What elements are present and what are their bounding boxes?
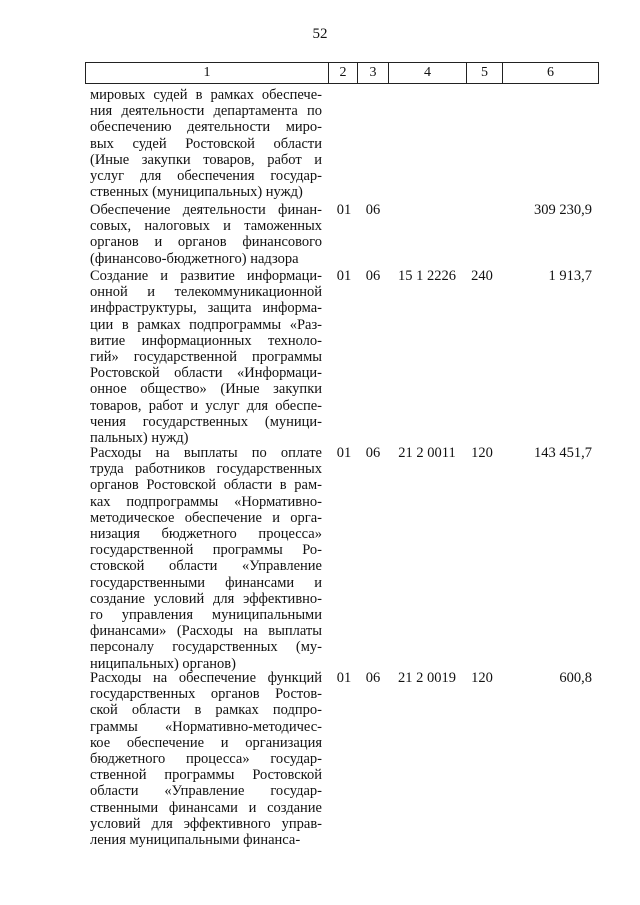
section-code: 01 xyxy=(336,268,352,284)
section-code: 01 xyxy=(336,202,352,218)
row-description xyxy=(90,268,322,446)
description-line: персоналу государственных (му- xyxy=(90,639,322,656)
description-line: инфраструктуры, защита информа- xyxy=(90,300,322,317)
description-line: товаров, работ и услуг для обеспе- xyxy=(90,397,322,414)
amount: 309 230,9 xyxy=(534,202,592,218)
row-description xyxy=(90,670,322,848)
description-line: ции в рамках подпрограммы «Раз- xyxy=(90,316,322,333)
description-line: онное общество» (Иные закупки xyxy=(90,381,322,398)
description-line: (Иные закупки товаров, работ и xyxy=(90,151,322,168)
subsection-code: 06 xyxy=(365,445,381,461)
expense-type-code: 120 xyxy=(471,445,493,461)
amount: 143 451,7 xyxy=(534,445,592,461)
row-description xyxy=(90,202,322,267)
description-line: государственными финансами и xyxy=(90,574,322,591)
description-line: пальных) нужд) xyxy=(90,430,189,447)
description-line: низация бюджетного процесса» xyxy=(90,526,322,543)
description-line: (финансово-бюджетного) надзора xyxy=(90,250,299,267)
description-line: витие информационных техноло- xyxy=(90,332,322,349)
section-code: 01 xyxy=(336,445,352,461)
row-description xyxy=(90,87,322,200)
description-line: Расходы на выплаты по оплате xyxy=(90,445,322,461)
description-line: стовской области «Управление xyxy=(90,558,322,575)
description-line: граммы «Нормативно-методичес- xyxy=(90,718,322,735)
column-header-table xyxy=(85,62,599,84)
column-header-6: 6 xyxy=(503,63,599,84)
description-line: ской области в рамках подпро- xyxy=(90,702,322,719)
description-line: Ростовской области «Информаци- xyxy=(90,365,322,382)
target-article-code: 21 2 0019 xyxy=(398,670,456,686)
description-line: государственной программы Ро- xyxy=(90,542,322,559)
description-line: ния деятельности департамента по xyxy=(90,103,322,120)
section-code: 01 xyxy=(336,670,352,686)
description-line: методическое обеспечение и орга- xyxy=(90,509,322,526)
description-line: вых судей Ростовской области xyxy=(90,135,322,152)
row-description xyxy=(90,445,322,672)
amount: 1 913,7 xyxy=(548,268,592,284)
description-line: труда работников государственных xyxy=(90,461,322,478)
description-line: бюджетного процесса» государ- xyxy=(90,751,322,768)
description-line: ления муниципальными финанса- xyxy=(90,832,301,849)
description-line: мировых судей в рамках обеспече- xyxy=(90,87,322,103)
target-article-code: 21 2 0011 xyxy=(398,445,456,461)
column-header-1: 1 xyxy=(86,63,329,84)
description-line: ственной программы Ростовской xyxy=(90,767,322,784)
description-line: обеспечению деятельности миро- xyxy=(90,119,322,136)
description-line: онной и телекоммуникационной xyxy=(90,284,322,301)
description-line: гий» государственной программы xyxy=(90,349,322,366)
description-line: го управления муниципальными xyxy=(90,607,322,624)
column-header-2: 2 xyxy=(329,63,358,84)
description-line: области «Управление государ- xyxy=(90,783,322,800)
amount: 600,8 xyxy=(559,670,592,686)
description-line: совых, налоговых и таможенных xyxy=(90,218,322,235)
page-number: 52 xyxy=(312,26,328,42)
description-line: условий для эффективного управ- xyxy=(90,815,322,832)
description-line: создание условий для эффективно- xyxy=(90,590,322,607)
description-line: ственными финансами и создание xyxy=(90,799,322,816)
column-header-3: 3 xyxy=(358,63,389,84)
description-line: ственных (муниципальных) нужд) xyxy=(90,184,303,201)
column-header-4: 4 xyxy=(389,63,467,84)
description-line: чения государственных (муници- xyxy=(90,413,322,430)
description-line: ниципальных) органов) xyxy=(90,655,236,672)
description-line: органов Ростовской области в рам- xyxy=(90,477,322,494)
target-article-code: 15 1 2226 xyxy=(398,268,456,284)
description-line: услуг для обеспечения государ- xyxy=(90,168,322,185)
subsection-code: 06 xyxy=(365,202,381,218)
expense-type-code: 240 xyxy=(471,268,493,284)
description-line: органов и органов финансового xyxy=(90,234,322,251)
description-line: Расходы на обеспечение функций xyxy=(90,670,322,686)
description-line: Обеспечение деятельности финан- xyxy=(90,202,322,218)
description-line: Создание и развитие информаци- xyxy=(90,268,322,284)
description-line: государственных органов Ростов- xyxy=(90,686,322,703)
column-header-5: 5 xyxy=(467,63,503,84)
subsection-code: 06 xyxy=(365,670,381,686)
description-line: кое обеспечение и организация xyxy=(90,734,322,751)
subsection-code: 06 xyxy=(365,268,381,284)
expense-type-code: 120 xyxy=(471,670,493,686)
description-line: ках подпрограммы «Нормативно- xyxy=(90,493,322,510)
description-line: финансами» (Расходы на выплаты xyxy=(90,623,322,640)
